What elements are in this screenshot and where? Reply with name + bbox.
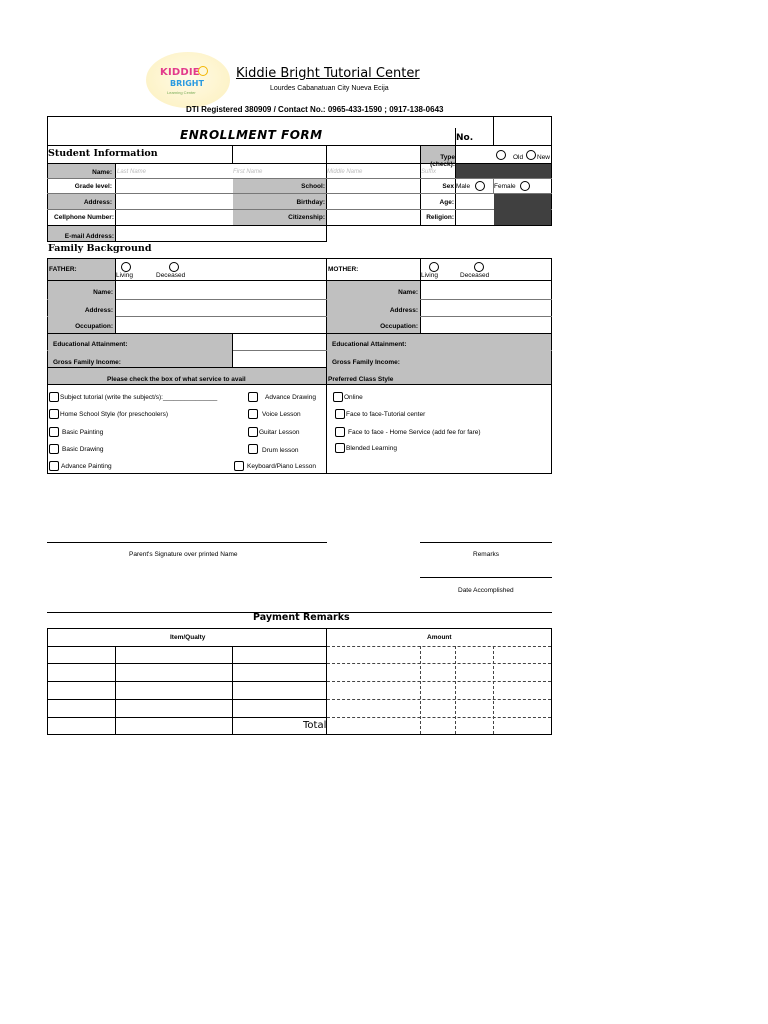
type-old-label: Old <box>513 154 524 161</box>
amount-row-2 <box>327 663 551 664</box>
family-top-border <box>47 258 552 259</box>
name-dark-cell <box>456 164 551 178</box>
mother-living-radio[interactable] <box>429 262 439 272</box>
remarks-line <box>420 542 552 543</box>
father-living-label: Living <box>116 272 133 279</box>
grade-label: Grade level: <box>74 183 112 190</box>
mother-occupation-label: Occupation: <box>380 323 418 330</box>
service-voice-lesson-label: Voice Lesson <box>262 411 301 418</box>
father-living-radio[interactable] <box>121 262 131 272</box>
service-home-school-checkbox[interactable] <box>49 409 59 419</box>
payment-col-2 <box>232 646 233 734</box>
first-name-input[interactable]: First Name <box>233 169 263 175</box>
dti-contact: DTI Registered 380909 / Contact No.: 0965-433-1590 ; 0917-138-0643 <box>186 105 444 114</box>
amount-col-1 <box>420 646 421 734</box>
type-label: Type (check): <box>430 154 455 168</box>
center-name: Kiddie Bright Tutorial Center <box>236 66 420 81</box>
mother-education-label: Educational Attainment: <box>332 341 407 348</box>
mother-deceased-radio[interactable] <box>474 262 484 272</box>
age-label: Age: <box>439 199 454 206</box>
class-online-label: Online <box>344 394 363 401</box>
service-basic-painting-checkbox[interactable] <box>49 427 59 437</box>
payment-row-1 <box>47 646 327 647</box>
father-address-label: Address: <box>84 307 113 314</box>
father-name-label: Name: <box>93 289 113 296</box>
class-blended-label: Blended Learning <box>346 445 397 452</box>
service-basic-drawing-checkbox[interactable] <box>49 444 59 454</box>
payment-title: Payment Remarks <box>253 612 350 623</box>
email-label: E-mail Address: <box>64 233 114 240</box>
payment-row-4 <box>47 699 327 700</box>
payment-table-top <box>47 628 552 629</box>
form-number-label: No. <box>456 133 474 143</box>
service-advance-drawing-checkbox[interactable] <box>248 392 258 402</box>
email-input[interactable] <box>116 226 326 241</box>
service-home-school-label: Home School Style (for preschoolers) <box>60 411 169 418</box>
student-info-heading: Student Information <box>48 148 158 159</box>
name-label: Name: <box>92 169 112 176</box>
edu-divider <box>232 333 233 367</box>
father-deceased-label: Deceased <box>156 272 186 279</box>
payment-row-3 <box>47 681 327 682</box>
row-line-1 <box>47 145 552 146</box>
class-f2f-home-checkbox[interactable] <box>335 427 345 437</box>
no-box-divider <box>493 116 494 146</box>
service-advance-painting-checkbox[interactable] <box>49 461 59 471</box>
form-number-field[interactable] <box>501 120 541 142</box>
family-row-3 <box>47 316 552 317</box>
male-label: Male <box>456 183 471 190</box>
payment-amount-header: Amount <box>427 634 452 641</box>
amount-col-3 <box>493 646 494 734</box>
class-f2f-home-label: Face to face - Home Service (add fee for fare) <box>348 429 481 436</box>
center-logo <box>146 52 230 108</box>
parent-signature-label: Parent's Signature over printed Name <box>129 551 238 558</box>
cellphone-label: Cellphone Number: <box>54 214 114 221</box>
father-income-label: Gross Family Income: <box>53 359 121 366</box>
service-basic-painting-label: Basic Painting <box>62 429 104 436</box>
parent-signature-line <box>47 542 327 543</box>
suffix-input[interactable]: Suffix <box>421 169 437 175</box>
class-blended-checkbox[interactable] <box>335 443 345 453</box>
service-basic-drawing-label: Basic Drawing <box>62 446 104 453</box>
form-left-border <box>47 116 48 242</box>
mother-name-label: Name: <box>398 289 418 296</box>
mother-divider <box>420 258 421 334</box>
payment-row-2 <box>47 663 327 664</box>
family-right-border <box>551 258 552 473</box>
logo-text-kiddie: KIDDIE <box>160 67 200 78</box>
family-row-7 <box>47 384 552 385</box>
mother-label: MOTHER: <box>328 266 359 273</box>
name-col-divider-2 <box>232 145 233 163</box>
service-keyboard-piano-label: Keyboard/Piano Lesson <box>247 463 317 470</box>
middle-name-input[interactable]: Middle Name <box>327 169 363 175</box>
school-label: School: <box>301 183 325 190</box>
family-heading: Family Background <box>48 243 152 254</box>
last-name-input[interactable]: Last Name <box>117 169 147 175</box>
date-line <box>420 577 552 578</box>
amount-row-3 <box>327 681 551 682</box>
logo-text-bright: BRIGHT <box>170 79 204 88</box>
payment-table-right <box>551 628 552 735</box>
service-advance-painting-label: Advance Painting <box>61 463 112 470</box>
father-occupation-label: Occupation: <box>75 323 113 330</box>
father-education-label: Educational Attainment: <box>53 341 128 348</box>
services-heading: Please check the box of what service to avail <box>107 376 246 383</box>
class-style-heading: Preferred Class Style <box>328 376 394 383</box>
class-f2f-center-checkbox[interactable] <box>335 409 345 419</box>
mother-income-label: Gross Family Income: <box>332 359 400 366</box>
class-online-checkbox[interactable] <box>333 392 343 402</box>
male-radio[interactable] <box>475 181 485 191</box>
religion-label: Religion: <box>426 214 454 221</box>
female-radio[interactable] <box>520 181 530 191</box>
mother-address-label: Address: <box>389 307 418 314</box>
sun-icon <box>198 66 208 76</box>
service-keyboard-piano-checkbox[interactable] <box>234 461 244 471</box>
type-new-label: New <box>537 154 551 161</box>
amount-row-4 <box>327 699 551 700</box>
logo-text-tagline: Learning Center <box>167 90 196 95</box>
service-subject-tutorial-checkbox[interactable] <box>49 392 59 402</box>
service-drum-lesson-label: Drum lesson <box>262 447 299 454</box>
mother-living-label: Living <box>421 272 438 279</box>
sex-label: Sex <box>442 183 454 190</box>
service-drum-lesson-checkbox[interactable] <box>248 444 258 454</box>
service-advance-drawing-label: Advance Drawing <box>265 394 316 401</box>
age-religion-dark-cell <box>494 194 551 225</box>
address-label: Address: <box>83 199 112 206</box>
payment-row-5 <box>47 717 327 718</box>
amount-row-1 <box>327 646 551 647</box>
type-old-radio[interactable] <box>496 150 506 160</box>
service-guitar-lesson-label: Guitar Lesson <box>259 429 300 436</box>
class-f2f-center-label: Face to face-Tutorial center <box>346 411 426 418</box>
payment-col-1 <box>115 646 116 734</box>
date-accomplished-label: Date Accomplished <box>458 587 514 594</box>
payment-table-bottom <box>47 734 552 735</box>
citizenship-label: Citizenship: <box>288 214 325 221</box>
family-row-2 <box>47 299 552 300</box>
female-label: Female <box>494 183 516 190</box>
family-bottom-border <box>47 473 552 474</box>
payment-total-label: Total <box>303 720 327 731</box>
father-label: FATHER: <box>49 266 77 273</box>
father-field-divider <box>115 280 116 333</box>
service-guitar-lesson-checkbox[interactable] <box>248 427 258 437</box>
mother-deceased-label: Deceased <box>460 272 490 279</box>
remarks-label: Remarks <box>473 551 500 558</box>
payment-item-header: Item/Qualty <box>170 634 206 641</box>
amount-row-5 <box>327 717 551 718</box>
row-line-7 <box>47 241 327 242</box>
center-address: Lourdes Cabanatuan City Nueva Ecija <box>270 85 389 92</box>
birthday-label: Birthday: <box>296 199 325 206</box>
service-voice-lesson-checkbox[interactable] <box>248 409 258 419</box>
form-title: ENROLLMENT FORM <box>180 128 323 142</box>
form-top-border <box>47 116 552 117</box>
father-deceased-radio[interactable] <box>169 262 179 272</box>
service-subject-tutorial-label: Subject tutorial (write the subject/s):_______________ <box>60 394 218 401</box>
type-new-radio[interactable] <box>526 150 536 160</box>
amount-col-2 <box>455 646 456 734</box>
family-row-1 <box>47 280 552 281</box>
